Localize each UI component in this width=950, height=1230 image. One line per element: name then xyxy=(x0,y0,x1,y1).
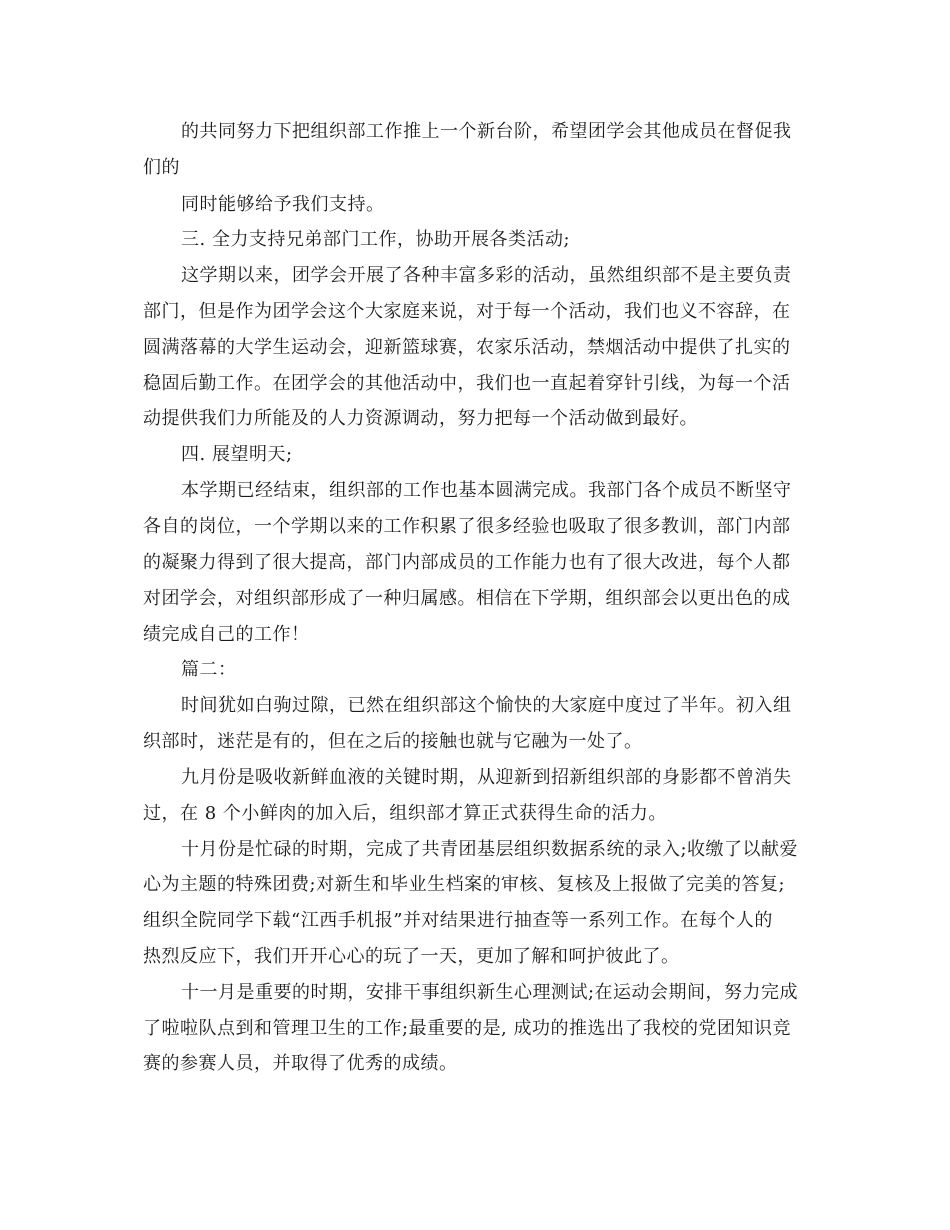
section-heading: 篇二： xyxy=(181,659,237,680)
text-line: 组织全院同学下载“江西手机报”并对结果进行抽查等一系列工作。在每个人的 xyxy=(143,910,773,931)
text-line: 九月份是吸收新鲜血液的关键时期，从迎新到招新组织部的身影都不曾消失 xyxy=(181,767,792,788)
text-line: 对团学会，对组织部形成了一种归属感。相信在下学期，组织部会以更出色的成 xyxy=(143,588,791,609)
text-line: 绩完成自己的工作！ xyxy=(143,624,310,645)
text-line: 热烈反应下，我们开开心心的玩了一天，更加了解和呵护彼此了。 xyxy=(143,946,680,967)
text-line: 动提供我们力所能及的人力资源调动，努力把每一个活动做到最好。 xyxy=(143,408,698,429)
text-line: 心为主题的特殊团费;对新生和毕业生档案的审核、复核及上报做了完美的答复; xyxy=(143,874,786,895)
text-line: 织部时，迷茫是有的，但在之后的接触也就与它融为一处了。 xyxy=(143,731,643,752)
text-line: 过，在 8 个小鲜肉的加入后，组织部才算正式获得生命的活力。 xyxy=(143,803,667,824)
text-line: 的共同努力下把组织部工作推上一个新台阶，希望团学会其他成员在督促我 xyxy=(181,121,792,142)
text-line: 本学期已经结束，组织部的工作也基本圆满完成。我部门各个成员不断坚守 xyxy=(181,480,792,501)
section-heading: 四. 展望明天; xyxy=(181,444,293,465)
text-line: 稳固后勤工作。在团学会的其他活动中，我们也一直起着穿针引线，为每一个活 xyxy=(143,373,791,394)
text-line: 了啦啦队点到和管理卫生的工作;最重要的是, 成功的推选出了我校的党团知识竞 xyxy=(143,1018,792,1039)
text-line: 同时能够给予我们支持。 xyxy=(181,194,385,215)
text-line: 们的 xyxy=(143,157,180,178)
text-line: 圆满落幕的大学生运动会，迎新篮球赛，农家乐活动，禁烟活动中提供了扎实的 xyxy=(143,337,791,358)
text-line: 十一月是重要的时期，安排干事组织新生心理测试;在运动会期间，努力完成 xyxy=(181,982,799,1003)
text-line: 部门，但是作为团学会这个大家庭来说，对于每一个活动，我们也义不容辞，在 xyxy=(143,301,791,322)
text-line: 的凝聚力得到了很大提高，部门内部成员的工作能力也有了很大改进，每个人都 xyxy=(143,552,791,573)
text-line: 时间犹如白驹过隙，已然在组织部这个愉快的大家庭中度过了半年。初入组 xyxy=(181,695,792,716)
text-line: 赛的参赛人员，并取得了优秀的成绩。 xyxy=(143,1053,458,1074)
text-line: 十月份是忙碌的时期，完成了共青团基层组织数据系统的录入;收缴了以献爱 xyxy=(181,839,799,860)
text-line: 这学期以来，团学会开展了各种丰富多彩的活动，虽然组织部不是主要负责 xyxy=(181,265,792,286)
text-line: 各自的岗位，一个学期以来的工作积累了很多经验也吸取了很多教训，部门内部 xyxy=(143,516,791,537)
section-heading: 三. 全力支持兄弟部门工作，协助开展各类活动; xyxy=(181,229,571,250)
